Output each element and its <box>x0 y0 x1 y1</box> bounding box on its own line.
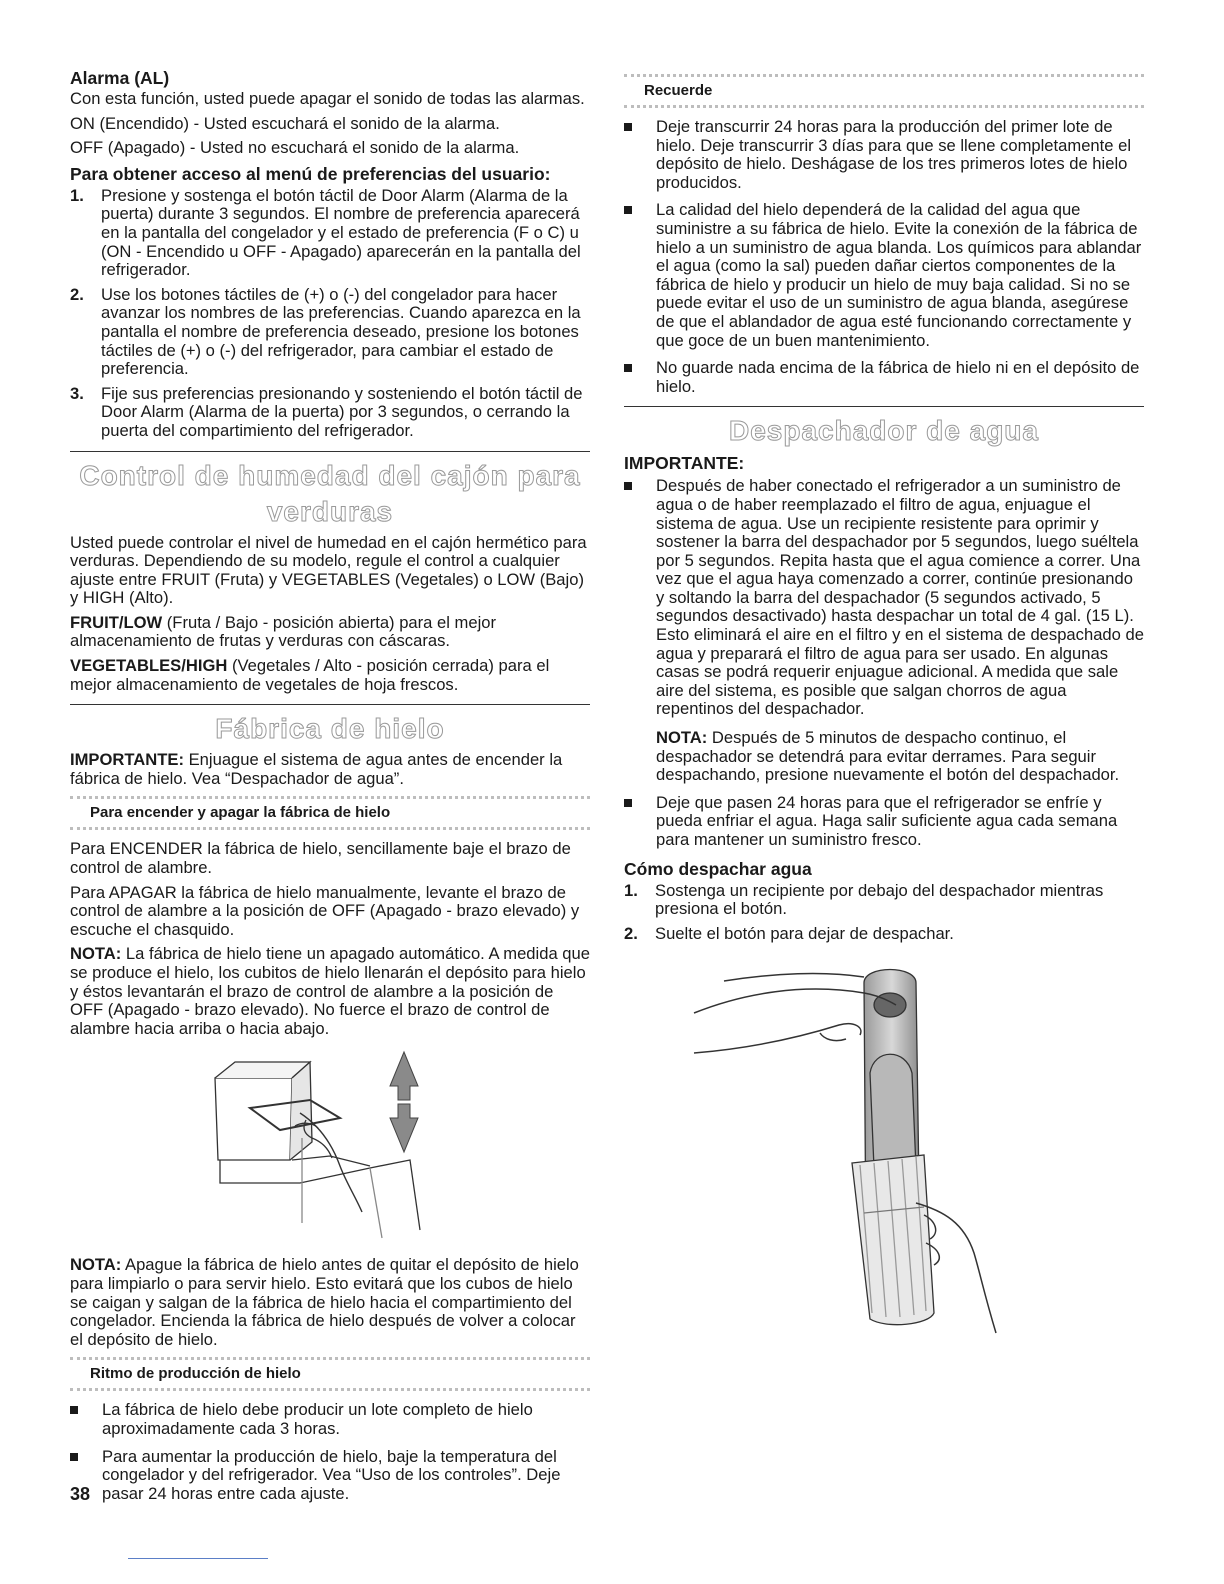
bullet-icon <box>70 1406 78 1414</box>
note-label: NOTA: <box>70 944 122 964</box>
remember-heading: Recuerde <box>624 74 1144 108</box>
list-item <box>624 477 1144 785</box>
list-item-text: La fábrica de hielo debe producir un lote completo de hielo aproximadamente cada 3 horas. <box>102 1400 533 1438</box>
step-number: 2. <box>70 284 84 304</box>
turn-off-text: Para APAGAR la fábrica de hielo manualmente, levante el brazo de control de alambre a la posición de OFF (Apagado - brazo elevado) y escuche el chasquido. <box>70 882 580 939</box>
left-column <box>70 68 590 1512</box>
bullet-icon <box>624 482 632 490</box>
step-number: 3. <box>70 383 84 403</box>
step-text: Use los botones táctiles de (+) o (-) del congelador para hacer avanzar los nombres de las preferencias. Cuando aparezca en la pantalla el nombre de preferencia deseado, presione los botones táctiles de (+) o (-) del refrigerador, para cambiar el estado de preferencia. <box>101 284 581 379</box>
section-divider <box>70 704 590 705</box>
water-dispenser-heading: Despachador de agua <box>729 415 1039 447</box>
icemaker-section-heading: Fábrica de hielo <box>215 713 445 745</box>
bullet-icon <box>624 123 632 131</box>
remember-list <box>624 118 1144 396</box>
note-label: NOTA: <box>70 1255 122 1275</box>
humidity-section-heading: Control de humedad del cajón para verduras <box>79 459 581 527</box>
fruit-low-label: FRUIT/LOW <box>70 612 163 632</box>
vegetables-high-text: (Vegetales / Alto - posición cerrada) para el mejor almacenamiento de vegetales de hoja frescos. <box>70 656 550 694</box>
list-item-text: La calidad del hielo dependerá de la calidad del agua que suministre a su fábrica de hielo. Evite la conexión de la fábrica de hielo a un suministro de agua blanda. Los químicos para ablandar el agua (como la sal) pueden dañar ciertos componentes de la fábrica de hielo y producir un hielo de muy baja calidad. Si no se puede evitar el uso de un suministro de agua blanda, asegúrese de que el ablandador de agua esté funcionando correctamente y que goce de un buen mantenimiento. <box>656 200 1142 350</box>
bullet-icon <box>624 364 632 372</box>
dispenser-drawing <box>624 953 1144 1343</box>
list-item-text: Deje transcurrir 24 horas para la producción del primer lote de hielo. Deje transcurrir 3 días para que se llene completamente el depósito de hielo. Deshágase de los tres primeros lotes de hielo producidos. <box>656 117 1132 192</box>
list-item <box>624 201 1144 350</box>
list-item <box>70 286 590 379</box>
step-text: Presione y sostenga el botón táctil de Door Alarm (Alarma de la puerta) durante 3 segundos. El nombre de preferencia aparecerá en la pantalla del congelador y el estado de preferencia (F o C) u (ON - Encendido u OFF - Apagado) aparecerán en la pantalla del refrigerador. <box>101 185 581 280</box>
production-rate-list <box>70 1401 590 1503</box>
section-divider <box>70 451 590 452</box>
list-item-text: No guarde nada encima de la fábrica de hielo ni en el depósito de hielo. <box>656 358 1140 396</box>
list-item <box>70 1448 590 1504</box>
list-item <box>624 882 1144 919</box>
dispense-steps <box>624 882 1144 944</box>
vegetables-high-paragraph <box>70 657 590 694</box>
step-text: Fije sus preferencias presionando y sosteniendo el botón táctil de Door Alarm (Alarma de la puerta) por 3 segundos, o cerrando la puerta del compartimiento del refrigerador. <box>101 383 583 440</box>
important-label: IMPORTANTE: <box>70 750 184 770</box>
right-column <box>624 68 1144 1353</box>
icemaker-arm-illustration <box>70 1048 590 1246</box>
step-number: 1. <box>624 880 638 900</box>
note-text: Apague la fábrica de hielo antes de quitar el depósito de hielo para limpiarlo o para servir hielo. Esto evitará que los cubos de hielo se caigan y salgan de la fábrica de hielo hacia el compartimiento del congelador. Encienda la fábrica de hielo después de volver a colocar el depósito de hielo. <box>70 1255 579 1349</box>
page-number: 38 <box>70 1484 91 1504</box>
list-item <box>70 1401 590 1438</box>
note-text: La fábrica de hielo tiene un apagado automático. A medida que se produce el hielo, los cubitos de hielo llenarán el depósito para hielo y éstos levantarán el brazo de control de alambre a la posición de OFF (Apagado - brazo elevado). No fuerce el brazo de control de alambre hacia arriba o hacia abajo. <box>70 944 590 1038</box>
step-number: 1. <box>70 185 84 205</box>
list-item-text: Después de haber conectado el refrigerador a un suministro de agua o de haber reemplazado el filtro de agua, enjuague el sistema de agua. Use un recipiente resistente para oprimir y sostener la barra del despachador por 5 segundos, luego suéltela por 5 segundos. Repita hasta que el agua comience a correr. Una vez que el agua haya comenzado a correr, continúe presionando y soltando la barra del despachador (5 segundos activado, 5 segundos desactivado) hasta despachar un total de 4 gal. (15 L). Esto eliminará el aire en el filtro y en el sistema de despachado de agua y preparará el filtro de agua para ser usado. En algunas casas se podrá requerir enjuague adicional. A medida que sale aire del sistema, es posible que salgan chorros de agua repentinos del despachador. <box>656 476 1144 719</box>
auto-shutoff-note <box>70 945 590 1038</box>
production-rate-subheading: Ritmo de producción de hielo <box>70 1357 590 1391</box>
alarm-on-text: ON (Encendido) - Usted escuchará el sonido de la alarma. <box>70 113 500 133</box>
preferences-menu-title: Para obtener acceso al menú de preferencias del usuario: <box>70 163 551 184</box>
important-title: IMPORTANTE: <box>624 453 745 474</box>
dispenser-note <box>656 729 1144 785</box>
list-item <box>70 385 590 441</box>
list-item <box>624 359 1144 396</box>
bullet-icon <box>624 206 632 214</box>
alarm-description: Con esta función, usted puede apagar el sonido de todas las alarmas. <box>70 89 585 108</box>
remove-bin-note <box>70 1256 590 1349</box>
vegetables-high-label: VEGETABLES/HIGH <box>70 656 228 676</box>
preferences-steps <box>70 187 590 441</box>
list-item <box>624 925 1144 944</box>
list-item-text: Deje que pasen 24 horas para que el refrigerador se enfríe y pueda enfriar el agua. Haga salir suficiente agua cada semana para mantener un suministro fresco. <box>656 792 1118 849</box>
alarm-off-text: OFF (Apagado) - Usted no escuchará el sonido de la alarma. <box>70 138 520 158</box>
list-item <box>624 118 1144 192</box>
humidity-description: Usted puede controlar el nivel de humedad en el cajón hermético para verduras. Dependiendo de su modelo, regule el control a cualquier ajuste entre FRUIT (Fruta) y VEGETABLES (Vegetales) o LOW (Bajo) y HIGH (Alto). <box>70 532 587 608</box>
how-to-dispense-title: Cómo despachar agua <box>624 858 812 879</box>
note-text: Después de 5 minutos de despacho continuo, el despachador se detendrá para evitar derrames. Para seguir despachando, presione nuevamente el botón del despachador. <box>656 728 1120 785</box>
alarm-title: Alarma (AL) <box>70 68 170 88</box>
section-divider <box>624 406 1144 407</box>
icemaker-important-paragraph <box>70 751 590 788</box>
bullet-icon <box>624 799 632 807</box>
list-item <box>70 187 590 280</box>
turn-on-text: Para ENCENDER la fábrica de hielo, sencillamente baje el brazo de control de alambre. <box>70 839 571 878</box>
step-text: Suelte el botón para dejar de despachar. <box>655 923 954 943</box>
water-dispenser-illustration <box>624 953 1144 1343</box>
note-label: NOTA: <box>656 728 708 748</box>
bullet-icon <box>70 1453 78 1461</box>
list-item <box>624 794 1144 850</box>
step-number: 2. <box>624 923 638 943</box>
footer-divider <box>128 1558 268 1559</box>
important-list <box>624 477 1144 849</box>
fruit-low-text: (Fruta / Bajo - posición abierta) para el mejor almacenamiento de frutas y verduras con cáscaras. <box>70 612 497 651</box>
important-text: Enjuague el sistema de agua antes de encender la fábrica de hielo. Vea “Despachador de agua”. <box>70 750 563 788</box>
onoff-subheading: Para encender y apagar la fábrica de hielo <box>70 796 590 830</box>
list-item-text: Para aumentar la producción de hielo, baje la temperatura del congelador y del refrigerador. Vea “Uso de los controles”. Deje pasar 24 horas entre cada ajuste. <box>102 1446 561 1503</box>
icemaker-arm-drawing <box>70 1048 590 1246</box>
fruit-low-paragraph <box>70 614 590 651</box>
step-text: Sostenga un recipiente por debajo del despachador mientras presiona el botón. <box>655 880 1104 919</box>
